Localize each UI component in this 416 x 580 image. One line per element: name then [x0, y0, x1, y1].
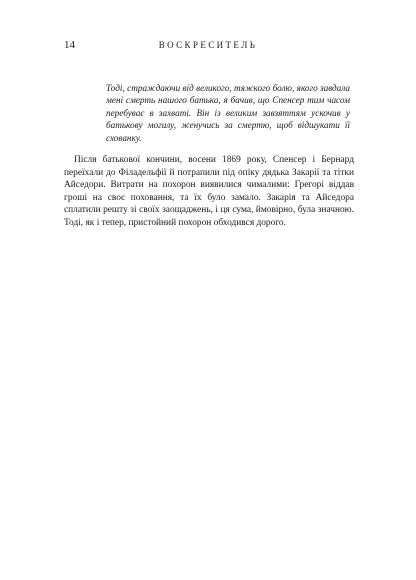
- running-header: [64, 38, 352, 52]
- body-paragraph: Після батькової кончини, восени 1869 року, Спенсер і Бернард переїхали до Філадельфії й потрапили під опіку дядька Закарії та тітки Айседори. Витрати на похорон виявилися чималими: Грегорі віддав гроші на своє поховання, та їх було замало. Закарія та Айседора сплатили решту зі своїх заощаджень, і ця сума, ймовірно, була значною. Тоді, як і тепер, пристойний похорон обходився дорого.: [64, 155, 354, 228]
- epigraph-quote: Тоді, страждаючи від великого, тяжкого болю, якого завдала мені смерть нашого батька, я бачив, що Спенсер тим часом перебуває в захваті. Він із великим завзяттям ускочив у батькову могилу, женучись за смертю, щоб відшукати її схованку.: [106, 83, 350, 143]
- running-title: ВОСКРЕСИТЕЛЬ: [158, 40, 258, 50]
- page-number: 14: [64, 39, 75, 51]
